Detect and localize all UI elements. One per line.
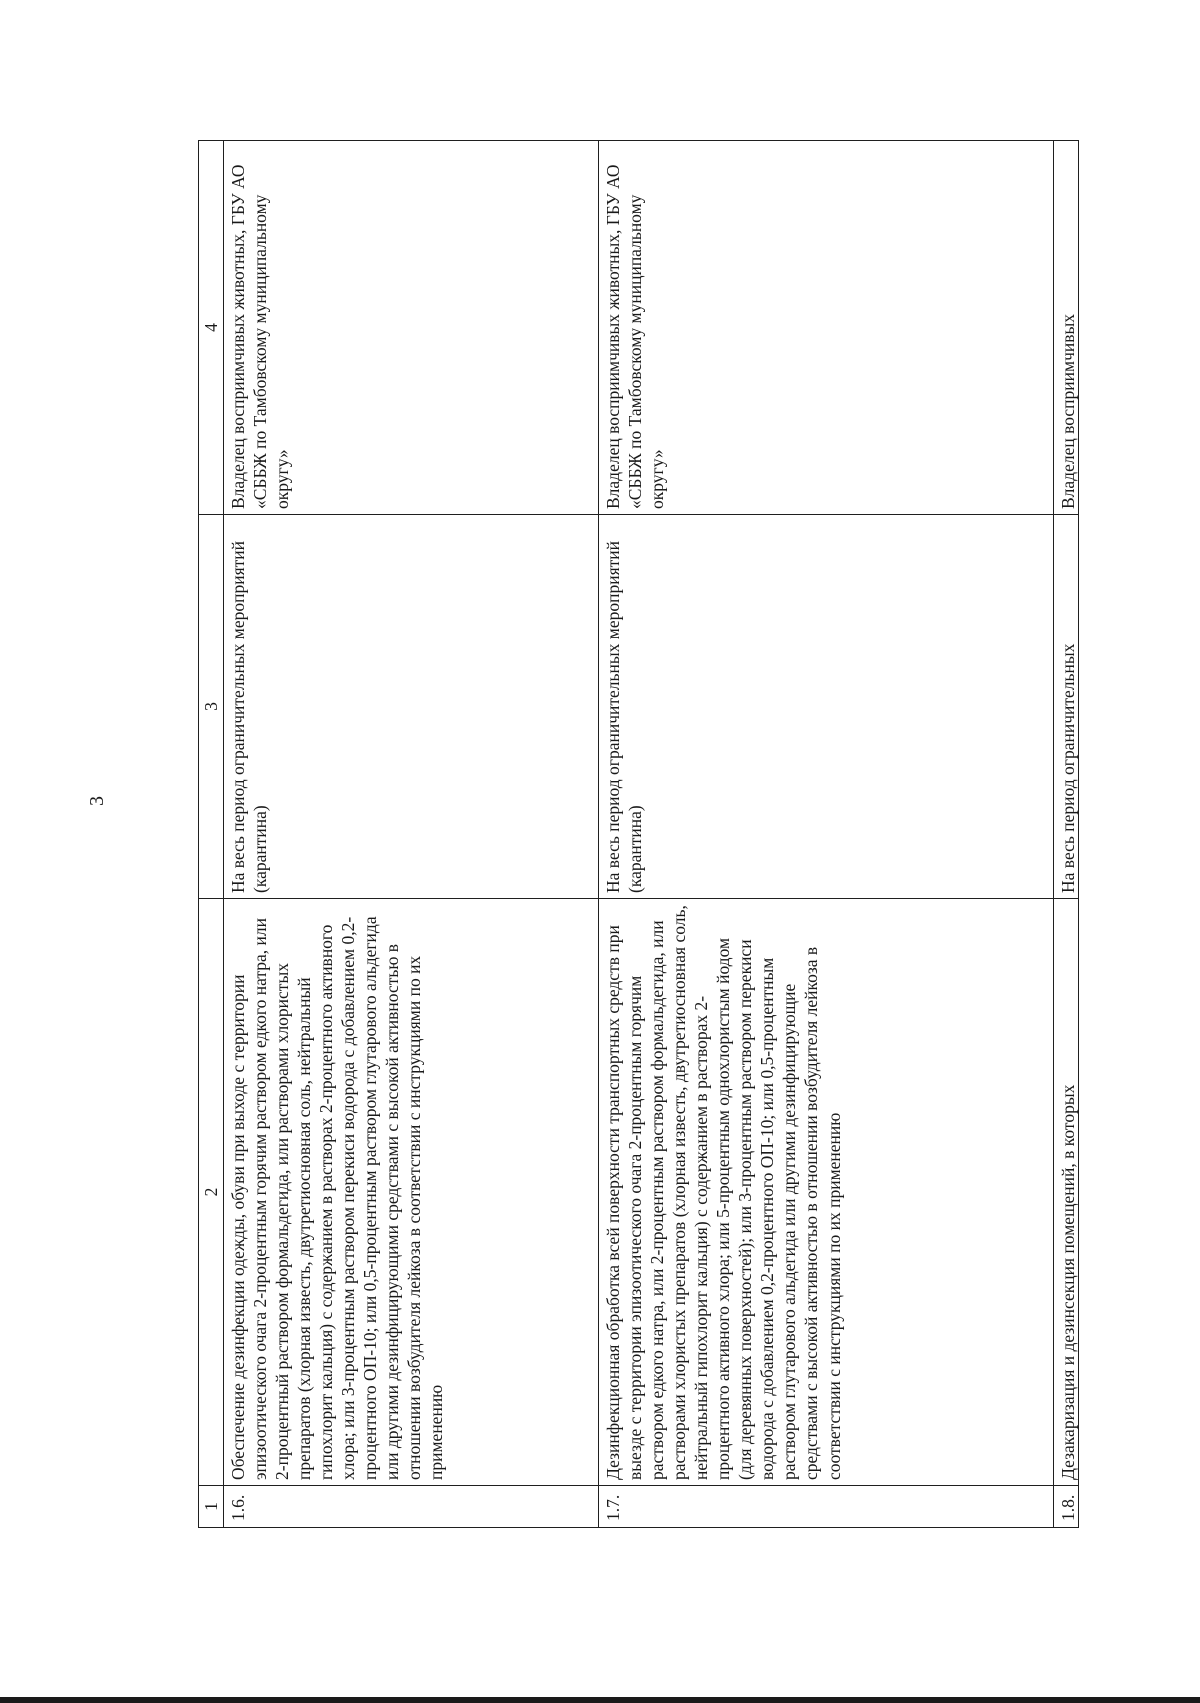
header-col-3: 3 bbox=[199, 515, 224, 899]
table-header-row bbox=[199, 141, 224, 1528]
responsible-text: Владелец восприимчивых животных, ГБУ АО «СББЖ по Тамбовскому муниципальному округу» bbox=[224, 141, 599, 515]
scan-bottom-edge bbox=[0, 1697, 1200, 1703]
header-col-1: 1 bbox=[199, 1486, 224, 1528]
responsible-text: Владелец восприимчивых bbox=[1054, 141, 1079, 515]
table-row bbox=[224, 141, 599, 1528]
table-row bbox=[599, 141, 1054, 1528]
table-row bbox=[1054, 141, 1079, 1528]
period-text: На весь период ограничительных bbox=[1054, 515, 1079, 899]
row-number: 1.8. bbox=[1054, 1486, 1079, 1528]
responsible-text: Владелец восприимчивых животных, ГБУ АО «СББЖ по Тамбовскому муниципальному округу» bbox=[599, 141, 1054, 515]
measure-text: Дезакаризация и дезинсекция помещений, в которых bbox=[1054, 899, 1079, 1486]
header-col-4: 4 bbox=[199, 141, 224, 515]
period-text: На весь период ограничительных мероприятий (карантина) bbox=[224, 515, 599, 899]
measures-table bbox=[198, 141, 1079, 1528]
row-number: 1.7. bbox=[599, 1486, 1054, 1528]
period-text: На весь период ограничительных мероприятий (карантина) bbox=[599, 515, 1054, 899]
page-number: 3 bbox=[86, 796, 108, 806]
header-col-2: 2 bbox=[199, 899, 224, 1486]
measure-text: Обеспечение дезинфекции одежды, обуви при выходе с территории эпизоотического очага 2-процентным горячим раствором едкого натра, или 2-процентный раствором формальдегида, или растворами хлористых препаратов (хлорная известь, двутретиосновная соль, нейтральный гипохлорит кальция) с содержанием в растворах 2-процентного активного хлора; или 3-процентным раствором перекиси водорода с добавлением 0,2-процентного ОП-10; или 0,5-процентным раствором глутарового альдегида или другими дезинфицирующими средствами с высокой активностью в отношении возбудителя лейкоза в соответствии с инструкциями по их применению bbox=[224, 899, 599, 1486]
row-number: 1.6. bbox=[224, 1486, 599, 1528]
measure-text: Дезинфекционная обработка всей поверхности транспортных средств при выезде с территории эпизоотического очага 2-процентным горячим раствором едкого натра, или 2-процентным раствором формальдегида, или растворами хлористых препаратов (хлорная известь, двутретиосновная соль, нейтральный гипохлорит кальция) с содержанием в растворах 2-процентного активного хлора; или 5-процентным однохлористым йодом (для деревянных поверхностей); или 3-процентным раствором перекиси водорода с добавлением 0,2-процентного ОП-10; или 0,5-процентным раствором глутарового альдегида или другими дезинфицирующие средствами с высокой активностью в отношении возбудителя лейкоза в соответствии с инструкциями по их применению bbox=[599, 899, 1054, 1486]
